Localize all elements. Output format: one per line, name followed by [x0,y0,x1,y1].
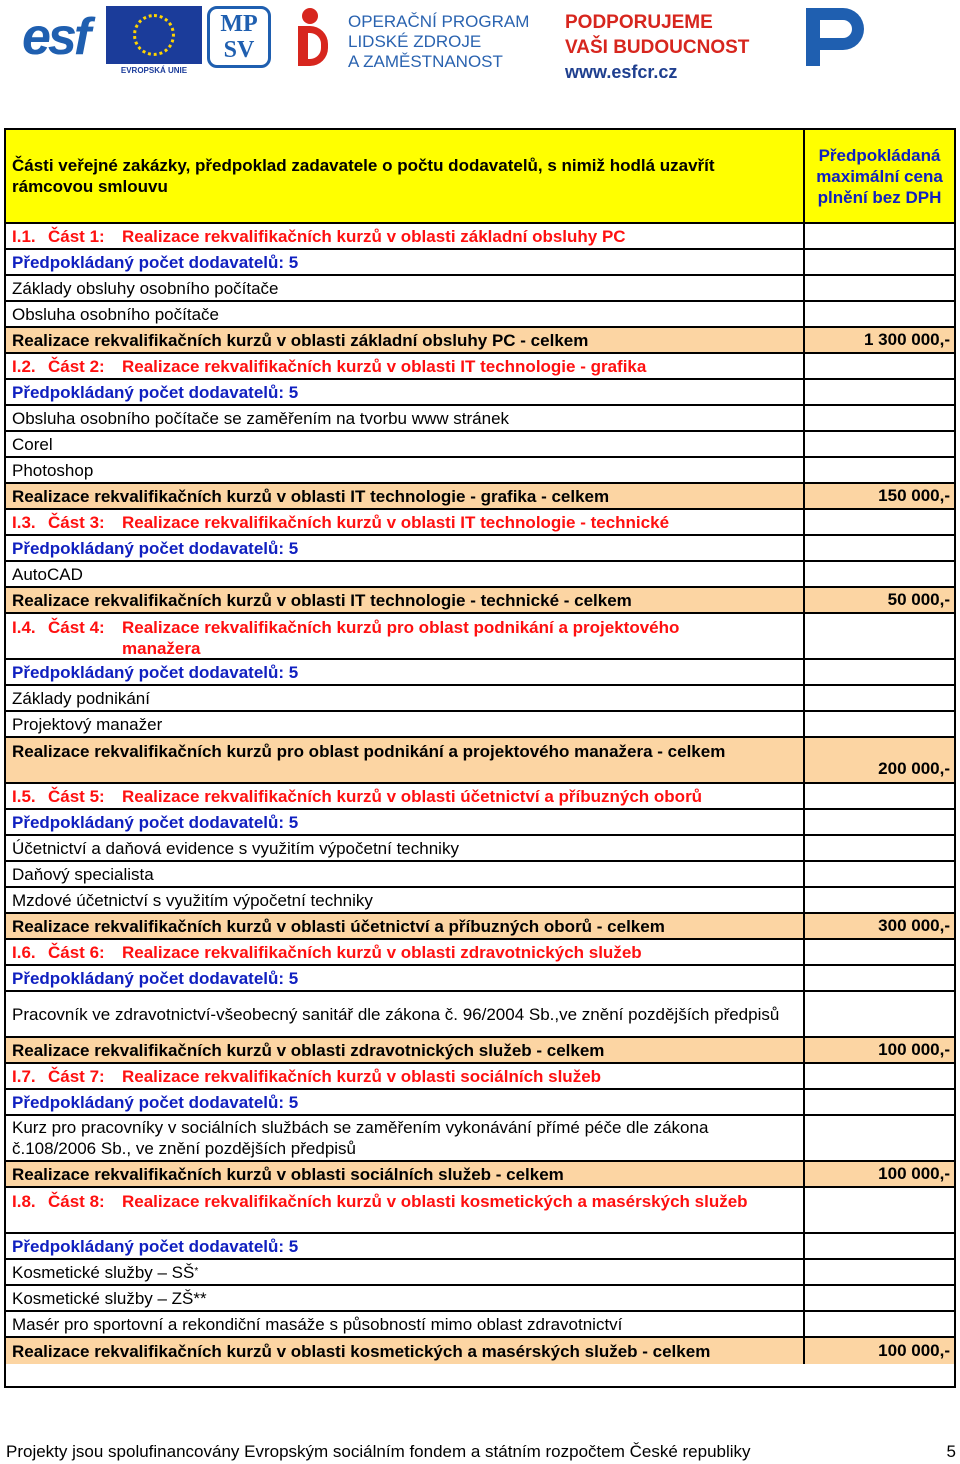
part-label: Část 3: [48,512,105,532]
price-cell-empty [805,712,954,736]
course-name: Obsluha osobního počítače [12,304,219,324]
supplier-count: Předpokládaný počet dodavatelů: 5 [6,810,805,834]
supplier-count: Předpokládaný počet dodavatelů: 5 [6,380,805,404]
course-name: Kurz pro pracovníky v sociálních službách se zaměřením vykonávání přímé péče dle zákona č.108/2006 Sb., ve znění pozdějších předpisů [12,1118,709,1158]
course-name: Pracovník ve zdravotnictví-všeobecný sanitář dle zákona č. 96/2004 Sb.,ve znění pozdějších předpisů [12,1004,780,1024]
part-total-value: 1 300 000,- [863,330,950,349]
course-name: Kosmetické služby – SŠ [12,1262,195,1282]
course-item-cell [6,458,805,482]
price-cell-empty [805,614,954,658]
part-title-cell [6,354,805,378]
price-cell-empty [805,862,954,886]
slogan-url: www.esfcr.cz [565,62,678,82]
course-name: Daňový specialista [12,864,154,884]
part-number: I.8. [12,1192,36,1211]
course-item-cell [6,686,805,710]
page-footer [6,1442,956,1462]
mpsv-bottom: SV [223,37,255,63]
price-cell-empty [805,1260,954,1284]
mpsv-top: MP [220,11,258,37]
part-title-cell [6,1064,805,1088]
part-total-label: Realizace rekvalifikačních kurzů v oblasti IT technologie - technické - celkem [6,588,805,612]
esf-eu-logo [22,6,188,75]
course-name: AutoCAD [12,564,83,584]
supplier-count-row [6,536,954,562]
price-cell-empty [805,562,954,586]
price-cell-empty [805,1090,954,1114]
part-total-row [6,328,954,354]
price-cell-empty [805,406,954,430]
supplier-count: Předpokládaný počet dodavatelů: 5 [6,966,805,990]
price-cell-empty [805,250,954,274]
course-item-cell [6,1116,805,1160]
part-title: Realizace rekvalifikačních kurzů v oblasti IT technologie - technické [122,512,670,532]
part-total-value: 300 000,- [878,916,950,935]
part-total-value: 100 000,- [878,1341,950,1360]
course-item-cell [6,836,805,860]
price-cell-empty [805,836,954,860]
course-item-row [6,302,954,328]
part-label: Část 2: [48,356,105,376]
part-title: Realizace rekvalifikačních kurzů v oblasti zdravotnických služeb [122,942,642,962]
op-lzz-logo-text [348,12,529,72]
course-item-cell [6,862,805,886]
course-item-row [6,992,954,1038]
part-total-value: 150 000,- [878,486,950,505]
course-item-row [6,1312,954,1338]
op-line-1: OPERAČNÍ PROGRAM [348,12,530,31]
course-name: Účetnictví a daňová evidence s využitím výpočetní techniky [12,838,459,858]
supplier-count-row [6,1090,954,1116]
procurement-parts-table [4,128,956,1388]
course-name: Photoshop [12,460,94,480]
part-title: Realizace rekvalifikačních kurzů pro oblast podnikání a projektového manažera [122,618,680,658]
part-total-label: Realizace rekvalifikačních kurzů v oblasti základní obsluhy PC - celkem [6,328,805,352]
p-logo-icon [806,8,868,68]
price-cell-empty [805,224,954,248]
price-cell-empty [805,1234,954,1258]
course-name: Kosmetické služby – ZŠ** [12,1288,207,1308]
part-number: I.2. [12,356,36,376]
part-title-row [6,784,954,810]
footer-text: Projekty jsou spolufinancovány Evropským sociálním fondem a státním rozpočtem České republiky [6,1442,751,1461]
part-title-row [6,510,954,536]
part-title-cell [6,614,805,658]
part-total-row [6,588,954,614]
price-cell-empty [805,992,954,1036]
part-label: Část 7: [48,1066,105,1086]
part-total-value: 100 000,- [878,1164,950,1183]
price-cell-empty [805,536,954,560]
part-label: Část 6: [48,942,105,962]
part-total-row [6,1038,954,1064]
part-title-cell [6,224,805,248]
supplier-count-row [6,966,954,992]
part-label: Část 5: [48,786,105,806]
part-number: I.4. [12,618,36,637]
course-item-row [6,276,954,302]
price-cell-empty [805,1188,954,1232]
course-item-cell: Kosmetické služby – SŠ * [6,1260,805,1284]
supplier-count: Předpokládaný počet dodavatelů: 5 [6,1090,805,1114]
slogan-line-2: VAŠI BUDOUCNOST [565,37,750,58]
supplier-count: Předpokládaný počet dodavatelů: 5 [6,250,805,274]
supplier-count-row [6,380,954,406]
price-cell-empty [805,432,954,456]
part-number: I.6. [12,942,36,962]
part-number: I.7. [12,1066,36,1086]
course-item-row [6,1260,954,1286]
course-item-row [6,888,954,914]
course-name: Projektový manažer [12,714,163,734]
page-number: 5 [946,1442,956,1461]
eu-caption: EVROPSKÁ UNIE [120,66,188,75]
course-item-row [6,1286,954,1312]
course-item-cell [6,888,805,912]
course-name: Corel [12,434,53,454]
part-number: I.3. [12,512,36,532]
part-total-row [6,738,954,784]
part-title-cell [6,940,805,964]
supplier-count: Předpokládaný počet dodavatelů: 5 [6,660,805,684]
part-total-value: 50 000,- [887,590,950,609]
price-cell-empty [805,276,954,300]
course-name: Mzdové účetnictví s využitím výpočetní techniky [12,890,373,910]
part-title: Realizace rekvalifikačních kurzů v oblasti základní obsluhy PC [122,226,626,246]
op-line-3: A ZAMĚSTNANOST [348,52,503,71]
course-item-cell [6,302,805,326]
part-total-row [6,1338,954,1364]
supplier-count-row [6,810,954,836]
header-parts-cell: Části veřejné zakázky, předpoklad zadavatele o počtu dodavatelů, s nimiž hodlá uzavřít rámcovou smlouvu [6,130,805,222]
price-cell-empty [805,1116,954,1160]
part-total-label: Realizace rekvalifikačních kurzů v oblasti IT technologie - grafika - celkem [6,484,805,508]
part-total-value: 100 000,- [878,1040,950,1059]
course-name: Základy podnikání [12,688,150,708]
course-item-cell [6,1312,805,1336]
part-label: Část 1: [48,226,105,246]
course-item-cell [6,712,805,736]
part-title-row [6,354,954,380]
price-cell-empty [805,940,954,964]
part-total-row [6,914,954,940]
price-cell-empty [805,660,954,684]
part-title: Realizace rekvalifikačních kurzů v oblasti kosmetických a masérských služeb [122,1192,748,1211]
part-title-row [6,224,954,250]
part-title-cell [6,1188,805,1232]
course-item-cell [6,276,805,300]
part-number: I.1. [12,226,36,246]
course-item-row [6,1116,954,1162]
part-total-value: 200 000,- [878,759,950,778]
part-number: I.5. [12,786,36,806]
price-cell-empty [805,784,954,808]
part-title: Realizace rekvalifikačních kurzů v oblasti účetnictví a příbuzných oborů [122,786,703,806]
price-cell-empty [805,354,954,378]
supplier-count-row [6,1234,954,1260]
supplier-count-row [6,660,954,686]
price-cell-empty [805,1286,954,1310]
course-item-cell [6,406,805,430]
part-label: Část 4: [48,618,105,637]
part-total-label: Realizace rekvalifikačních kurzů v oblasti účetnictví a příbuzných oborů - celkem [6,914,805,938]
supplier-count-row [6,250,954,276]
part-label: Část 8: [48,1192,105,1211]
price-cell-empty [805,810,954,834]
part-title-row [6,1064,954,1090]
mpsv-logo [207,6,271,68]
esf-wordmark: esf [22,8,89,66]
course-item-row [6,712,954,738]
course-name: Obsluha osobního počítače se zaměřením na tvorbu www stránek [12,408,510,428]
logo-bar [0,0,960,88]
price-cell-empty [805,966,954,990]
price-cell-empty [805,888,954,912]
price-cell-empty [805,302,954,326]
supplier-count: Předpokládaný počet dodavatelů: 5 [6,536,805,560]
course-item-row [6,836,954,862]
slogan-line-1: PODPORUJEME [565,12,713,33]
header-price-cell: Předpokládaná maximální cena plnění bez DPH [816,145,943,207]
course-item-row [6,562,954,588]
course-name: Základy obsluhy osobního počítače [12,278,279,298]
price-cell-empty [805,686,954,710]
course-item-row [6,406,954,432]
price-cell-empty [805,1312,954,1336]
course-name: Masér pro sportovní a rekondiční masáže s působností mimo oblast zdravotnictví [12,1314,623,1334]
support-slogan [565,10,749,85]
course-item-row [6,686,954,712]
part-total-row [6,1162,954,1188]
eu-flag-icon [106,6,202,64]
part-total-label: Realizace rekvalifikačních kurzů v oblasti sociálních služeb - celkem [6,1162,805,1186]
price-cell-empty [805,510,954,534]
table-header-row [6,130,954,224]
course-item-cell [6,992,805,1036]
part-title-cell [6,510,805,534]
part-title-row [6,940,954,966]
part-total-label: Realizace rekvalifikačních kurzů pro oblast podnikání a projektového manažera - celkem [6,738,805,782]
part-total-row [6,484,954,510]
op-line-2: LIDSKÉ ZDROJE [348,32,482,51]
course-item-row [6,862,954,888]
part-total-label: Realizace rekvalifikačních kurzů v oblasti kosmetických a masérských služeb - celkem [6,1338,805,1364]
price-cell-empty [805,1064,954,1088]
course-item-row [6,458,954,484]
part-title-row [6,1188,954,1234]
part-total-label: Realizace rekvalifikačních kurzů v oblasti zdravotnických služeb - celkem [6,1038,805,1062]
course-item-cell [6,562,805,586]
part-title-row [6,614,954,660]
part-title: Realizace rekvalifikačních kurzů v oblasti IT technologie - grafika [122,356,647,376]
price-cell-empty [805,458,954,482]
part-title-cell [6,784,805,808]
part-title: Realizace rekvalifikačních kurzů v oblasti sociálních služeb [122,1066,602,1086]
course-item-cell [6,1286,805,1310]
op-person-icon [296,8,338,68]
supplier-count: Předpokládaný počet dodavatelů: 5 [6,1234,805,1258]
course-item-row [6,432,954,458]
price-cell-empty [805,380,954,404]
course-item-cell [6,432,805,456]
